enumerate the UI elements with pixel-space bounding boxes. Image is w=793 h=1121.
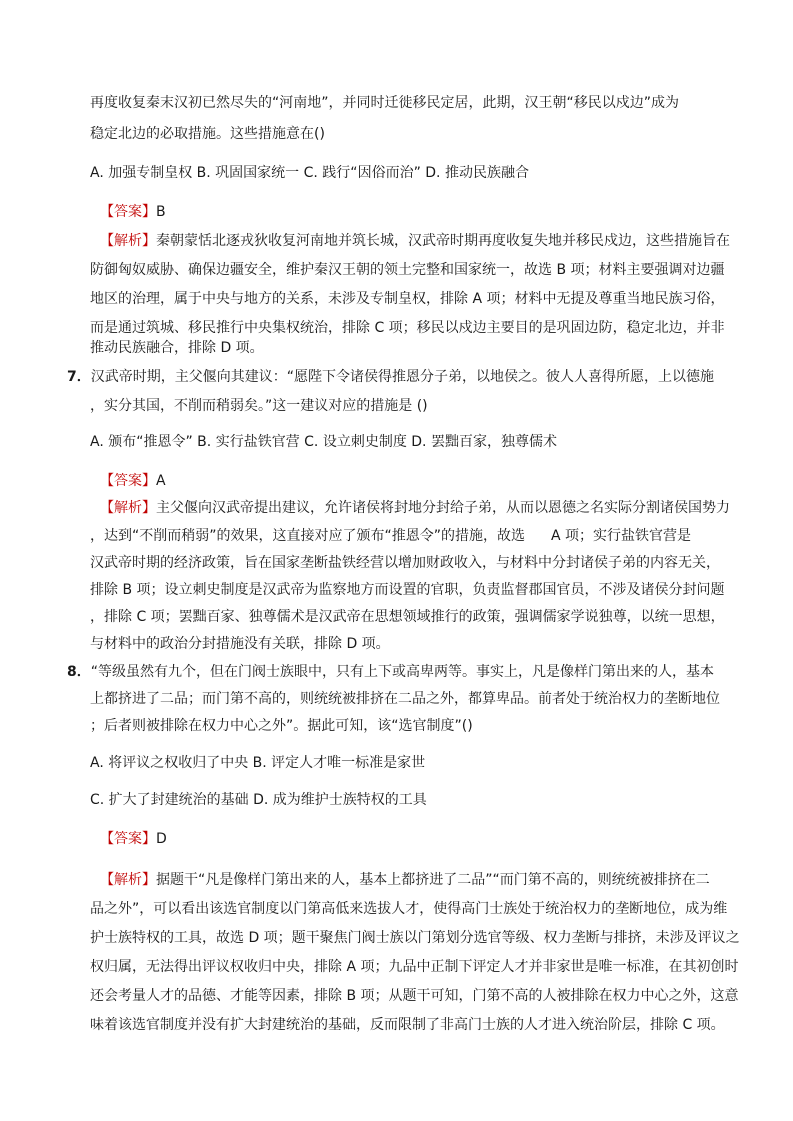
q7-stem-text-1: 汉武帝时期，主父偃向其建议：“愿陛下令诸侯得推恩分子弟，以地侯之。彼人人喜得所愿，上以德施 xyxy=(90,369,715,385)
analysis-tag: 【解析】 xyxy=(100,872,156,888)
q8-answer: D xyxy=(156,831,167,847)
q6-answer: B xyxy=(156,204,166,220)
q6-analysis-line-4: 而是通过筑城、移民推行中央集权统治，排除 C 项；移民以戍边主要目的是巩固边防，稳定北边，并非 xyxy=(90,320,725,336)
q8-analysis-line-2: 品之外”，可以看出该选官制度以门第高低来选拔人才，使得高门士族处于统治权力的垄断地位，成为维 xyxy=(90,901,728,917)
q6-options: A. 加强专制皇权 B. 巩固国家统一 C. 践行“因俗而治” D. 推动民族融合 xyxy=(90,165,529,181)
q8-options-line-1: A. 将评议之权收归了中央 B. 评定人才唯一标准是家世 xyxy=(90,755,426,771)
q8-options-line-2: C. 扩大了封建统治的基础 D. 成为维护士族特权的工具 xyxy=(90,792,427,808)
answer-tag: 【答案】 xyxy=(100,831,156,847)
q7-analysis-line-4: 排除 B 项；设立刺史制度是汉武帝为监察地方而设置的官职，负责监督郡国官员，不涉及诸侯分封问题 xyxy=(90,582,725,598)
q6-analysis-text-1: 秦朝蒙恬北逐戎狄收复河南地并筑长城，汉武帝时期再度收复失地并移民戍边，这些措施旨在 xyxy=(156,233,730,249)
q6-stem-line-1: 再度收复秦末汉初已然尽失的“河南地”，并同时迁徙移民定居，此期，汉王朝“移民以戍边”成为 xyxy=(90,95,680,111)
q6-analysis-line-5: 推动民族融合，排除 D 项。 xyxy=(90,340,264,356)
q6-analysis-line-2: 防御匈奴威胁、确保边疆安全，维护秦汉王朝的领土完整和国家统一，故选 B 项；材料主要强调对边疆 xyxy=(90,262,725,278)
q7-answer: A xyxy=(156,473,166,489)
q8-analysis-line-3: 护士族特权的工具，故选 D 项；题干聚焦门阀士族以门第划分选官等级、权力垄断与排挤，未涉及评议之 xyxy=(90,930,740,946)
q7-analysis-text-2b: A 项；实行盐铁官营是 xyxy=(551,528,692,544)
q8-stem-line-1 xyxy=(67,662,714,682)
q8-analysis-text-1: 据题干“凡是像样门第出来的人，基本上都挤进了二品”“而门第不高的，则统统被排挤在二 xyxy=(156,872,710,888)
q7-analysis-line-5: ，排除 C 项；罢黜百家、独尊儒术是汉武帝在思想领域推行的政策，强调儒家学说独尊，以统一思想， xyxy=(90,609,725,625)
q8-number: 8． xyxy=(67,664,91,680)
analysis-tag: 【解析】 xyxy=(100,233,156,249)
q8-analysis-line-5: 还会考量人才的品德、才能等因素，排除 B 项；从题干可知，门第不高的人被排除在权力中心之外，这意 xyxy=(90,988,739,1004)
q7-analysis-line-6: 与材料中的政治分封措施没有关联，排除 D 项。 xyxy=(90,636,390,652)
q6-analysis-line-1 xyxy=(100,231,730,251)
q6-stem-line-2: 稳定北边的必取措施。这些措施意在() xyxy=(90,126,325,142)
q8-answer-line xyxy=(100,829,167,849)
analysis-tag: 【解析】 xyxy=(100,500,156,516)
q7-stem-line-2: ，实分其国，不削而稍弱矣。”这一建议对应的措施是 () xyxy=(90,398,428,414)
q7-analysis-line-1 xyxy=(100,498,730,518)
q7-stem-line-1 xyxy=(67,367,714,387)
q7-analysis-line-2 xyxy=(90,526,691,546)
q8-stem-line-3: ；后者则被排除在权力中心之外”。据此可知，该“选官制度”() xyxy=(90,718,473,734)
q8-analysis-line-4: 权归属，无法得出评议权收归中央，排除 A 项；九品中正制下评定人才并非家世是唯一标准，在其初创时 xyxy=(90,959,739,975)
q7-answer-line xyxy=(100,471,166,491)
answer-tag: 【答案】 xyxy=(100,473,156,489)
q7-options: A. 颁布“推恩令” B. 实行盐铁官营 C. 设立刺史制度 D. 罢黜百家，独尊儒术 xyxy=(90,434,557,450)
q6-analysis-line-3: 地区的治理，属于中央与地方的关系，未涉及专制皇权，排除 A 项；材料中无提及尊重当地民族习俗， xyxy=(90,291,725,307)
q8-stem-line-2: 上都挤进了二品；而门第不高的，则统统被排挤在二品之外，都算卑品。前者处于统治权力的垄断地位 xyxy=(90,691,720,707)
answer-tag: 【答案】 xyxy=(100,204,156,220)
q6-answer-line xyxy=(100,202,166,222)
q7-analysis-text-2a: ，达到“不削而稍弱”的效果，这直接对应了颁布“推恩令”的措施，故选 xyxy=(90,528,526,544)
q8-stem-text-1: “等级虽然有九个，但在门阀士族眼中，只有上下或高卑两等。事实上，凡是像样门第出来的人，基本 xyxy=(90,664,715,680)
q7-number: 7． xyxy=(67,369,91,385)
q8-analysis-line-6: 味着该选官制度并没有扩大封建统治的基础，反而限制了非高门士族的人才进入统治阶层，排除 C 项。 xyxy=(90,1017,725,1033)
q7-analysis-line-3: 汉武帝时期的经济政策，旨在国家垄断盐铁经营以增加财政收入，与材料中分封诸侯子弟的内容无关， xyxy=(90,555,720,571)
q8-analysis-line-1 xyxy=(100,870,710,890)
q7-analysis-text-1: 主父偃向汉武帝提出建议，允许诸侯将封地分封给子弟，从而以恩德之名实际分割诸侯国势力 xyxy=(156,500,730,516)
